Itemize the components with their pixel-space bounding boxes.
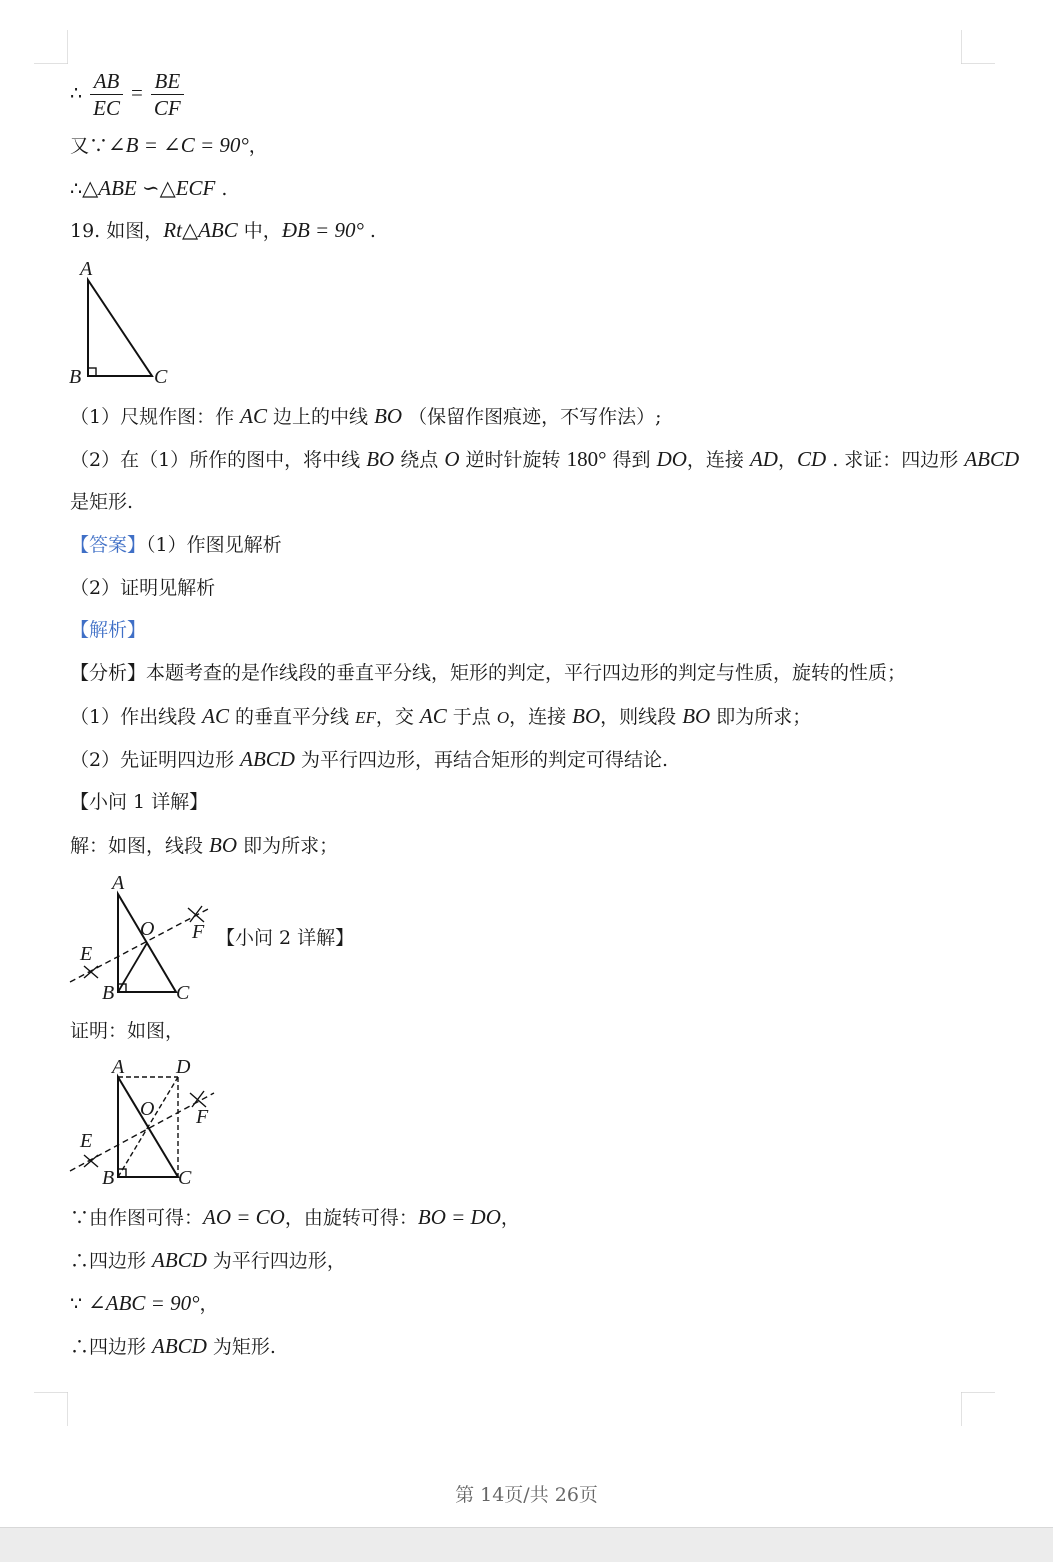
question-part-2-continued: 是矩形. bbox=[70, 491, 134, 513]
figure-right-triangle bbox=[64, 256, 184, 390]
question-part-1: （1）尺规作图：作 AC 边上的中线 BO （保留作图痕迹，不写作法）; bbox=[70, 404, 662, 428]
crop-mark-bottom-left bbox=[34, 1392, 68, 1426]
crop-mark-bottom-right bbox=[961, 1392, 995, 1426]
svg-text:F: F bbox=[192, 921, 205, 943]
sub-question-1-label: 【小问 1 详解】 bbox=[70, 791, 209, 813]
sub-question-1-solution: 解：如图，线段 BO 即为所求； bbox=[70, 833, 339, 857]
svg-text:E: E bbox=[80, 1130, 93, 1152]
analysis-label: 【解析】 bbox=[70, 619, 147, 641]
answer-line-1: 【答案】（1）作图见解析 bbox=[70, 534, 282, 556]
svg-text:C: C bbox=[176, 982, 190, 1004]
sub-question-2-label: 【小问 2 详解】 bbox=[216, 927, 355, 949]
figure-perpendicular-bisector bbox=[64, 870, 224, 1004]
figure-rectangle-abcd bbox=[64, 1055, 224, 1189]
svg-text:C: C bbox=[178, 1167, 192, 1189]
svg-text:F: F bbox=[196, 1106, 209, 1128]
svg-text:B: B bbox=[102, 1167, 115, 1189]
crop-mark-top-left bbox=[34, 30, 68, 64]
proof-line-2: ∴四边形 ABCD 为平行四边形， bbox=[70, 1248, 346, 1272]
svg-text:A: A bbox=[112, 872, 125, 894]
svg-text:O: O bbox=[140, 1098, 155, 1120]
proof-similar-line: ∴△ABE ∽△ECF . bbox=[70, 176, 228, 200]
proof-ratio-line: ∴ $\frac{AB}{EC}$ = $\frac{BE}{CF}$ bbox=[70, 68, 186, 121]
svg-text:B: B bbox=[69, 366, 82, 388]
proof-line-4: ∴四边形 ABCD 为矩形. bbox=[70, 1334, 276, 1358]
svg-text:A: A bbox=[80, 258, 93, 280]
proof-intro: 证明：如图， bbox=[70, 1020, 185, 1042]
svg-text:B: B bbox=[102, 982, 115, 1004]
fraction-ab-ec: $\frac{AB}{EC}$ bbox=[90, 68, 123, 121]
svg-text:E: E bbox=[80, 943, 93, 965]
analysis-step-1: （1）作出线段 AC 的垂直平分线 EF，交 AC 于点 O，连接 BO，则线段 BO 即为所求； bbox=[70, 704, 812, 728]
svg-text:D: D bbox=[176, 1056, 191, 1078]
proof-line-3: ∵ ∠ABC = 90°， bbox=[70, 1291, 219, 1315]
question-19-intro: 19. 如图，Rt△ABC 中，ÐB = 90° . bbox=[70, 218, 376, 242]
svg-text:A: A bbox=[112, 1056, 125, 1078]
analysis-step-2: （2）先证明四边形 ABCD 为平行四边形，再结合矩形的判定可得结论. bbox=[70, 747, 669, 771]
analysis-summary: 【分析】本题考查的是作线段的垂直平分线，矩形的判定，平行四边形的判定与性质，旋转的性质； bbox=[70, 662, 907, 684]
therefore-symbol: ∴ bbox=[70, 82, 83, 105]
question-part-2: （2）在（1）所作的图中，将中线 BO 绕点 O 逆时针旋转 180° 得到 DO，连接 AD，CD . 求证：四边形 ABCD bbox=[70, 447, 1020, 471]
proof-angle-line: 又∵∠B = ∠C = 90°， bbox=[70, 133, 268, 157]
svg-text:C: C bbox=[154, 366, 168, 388]
svg-text:O: O bbox=[140, 918, 155, 940]
fraction-be-cf: $\frac{BE}{CF}$ bbox=[151, 68, 184, 121]
answer-label: 【答案】 bbox=[70, 534, 147, 556]
answer-line-2: （2）证明见解析 bbox=[70, 577, 216, 599]
viewer-bottom-bar bbox=[0, 1527, 1053, 1562]
page-footer: 第 14页/共 26页 bbox=[455, 1484, 598, 1506]
crop-mark-top-right bbox=[961, 30, 995, 64]
proof-line-1: ∵由作图可得：AO = CO，由旋转可得：BO = DO， bbox=[70, 1205, 520, 1229]
